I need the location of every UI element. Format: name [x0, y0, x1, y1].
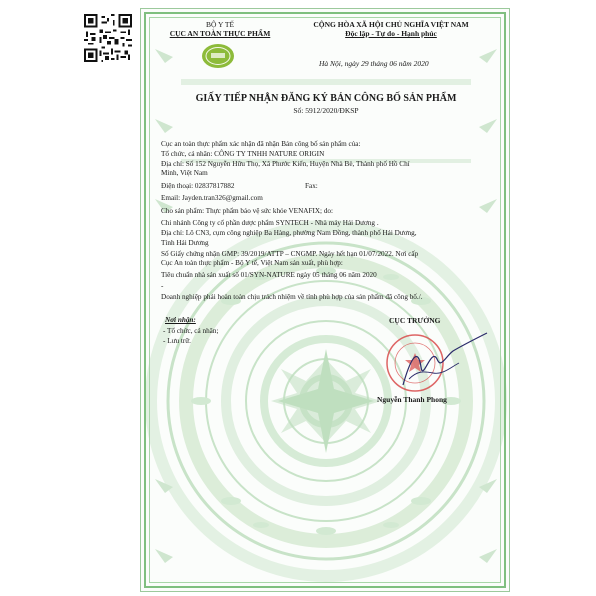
gmp-line-2: Cục An toàn thực phẩm - Bộ Y tế, Việt Nam sản xuất, phù hợp: — [161, 259, 343, 267]
vfa-logo-icon — [201, 43, 235, 69]
dash-line: - — [161, 282, 164, 290]
signer-name: Nguyễn Thanh Phong — [377, 395, 447, 404]
document-number: Số: 5912/2020/ĐKSP — [293, 106, 359, 115]
recipients-label: Nơi nhận: — [165, 316, 196, 324]
fax: Fax: — [305, 182, 318, 190]
gmp-line-1: Số Giấy chứng nhận GMP: 39/2019/ATTP – CNGMP. Ngày hết hạn 01/07/2022. Nơi cấp — [161, 250, 419, 258]
signer-role: CỤC TRƯỞNG — [389, 316, 441, 325]
standard-line: Tiêu chuẩn nhà sản xuất số 01/SYN-NATURE ngày 05 tháng 06 năm 2020 — [161, 271, 377, 279]
manufacturer-address-1: Địa chỉ: Lô CN3, cụm công nghiệp Ba Hàng, phường Nam Đồng, thành phố Hải Dương, — [161, 229, 417, 237]
department-name: CỤC AN TOÀN THỰC PHẨM — [169, 29, 271, 38]
ministry-name: BỘ Y TẾ — [205, 20, 235, 29]
recipient-item: - Tổ chức, cá nhân; — [163, 327, 219, 335]
recipient-item: - Lưu trữ. — [163, 337, 191, 345]
header-left — [155, 20, 285, 38]
product-line: Cho sản phẩm: Thực phẩm bảo vệ sức khỏe VENAFIX; do: — [161, 207, 334, 215]
phone: Điện thoại: 02837817882 — [161, 182, 235, 190]
intro-text: Cục an toàn thực phẩm xác nhận đã nhận Bản công bố sản phẩm của: — [161, 140, 361, 148]
date-line: Hà Nội, ngày 29 tháng 06 năm 2020 — [319, 59, 429, 68]
country-name: CỘNG HÒA XÃ HỘI CHỦ NGHĨA VIỆT NAM — [313, 20, 469, 29]
manufacturer: Chi nhánh Công ty cổ phần dược phẩm SYNTECH - Nhà máy Hải Dương . — [161, 219, 379, 227]
national-motto: Độc lập - Tự do - Hạnh phúc — [345, 29, 437, 38]
address-line-2: Minh, Việt Nam — [161, 169, 208, 177]
email: Email: Jayden.tran326@gmail.com — [161, 194, 263, 202]
address-line-1: Địa chỉ: Số 152 Nguyễn Hữu Thọ, Xã Phước Kiển, Huyện Nhà Bè, Thành phố Hồ Chí — [161, 160, 410, 168]
organization: Tổ chức, cá nhân: CÔNG TY TNHH NATURE ORIGIN — [161, 150, 325, 158]
responsibility-line: Doanh nghiệp phải hoàn toàn chịu trách nhiệm về tính phù hợp của sản phẩm đã công bố./. — [161, 293, 423, 301]
official-seal-and-signature — [363, 327, 493, 397]
certificate-page — [140, 8, 510, 592]
header-right — [281, 20, 501, 38]
qr-code-icon — [84, 14, 132, 62]
manufacturer-address-2: Tỉnh Hải Dương — [161, 239, 209, 247]
document-title: GIẤY TIẾP NHẬN ĐĂNG KÝ BẢN CÔNG BỐ SẢN PHẨM — [195, 93, 457, 104]
